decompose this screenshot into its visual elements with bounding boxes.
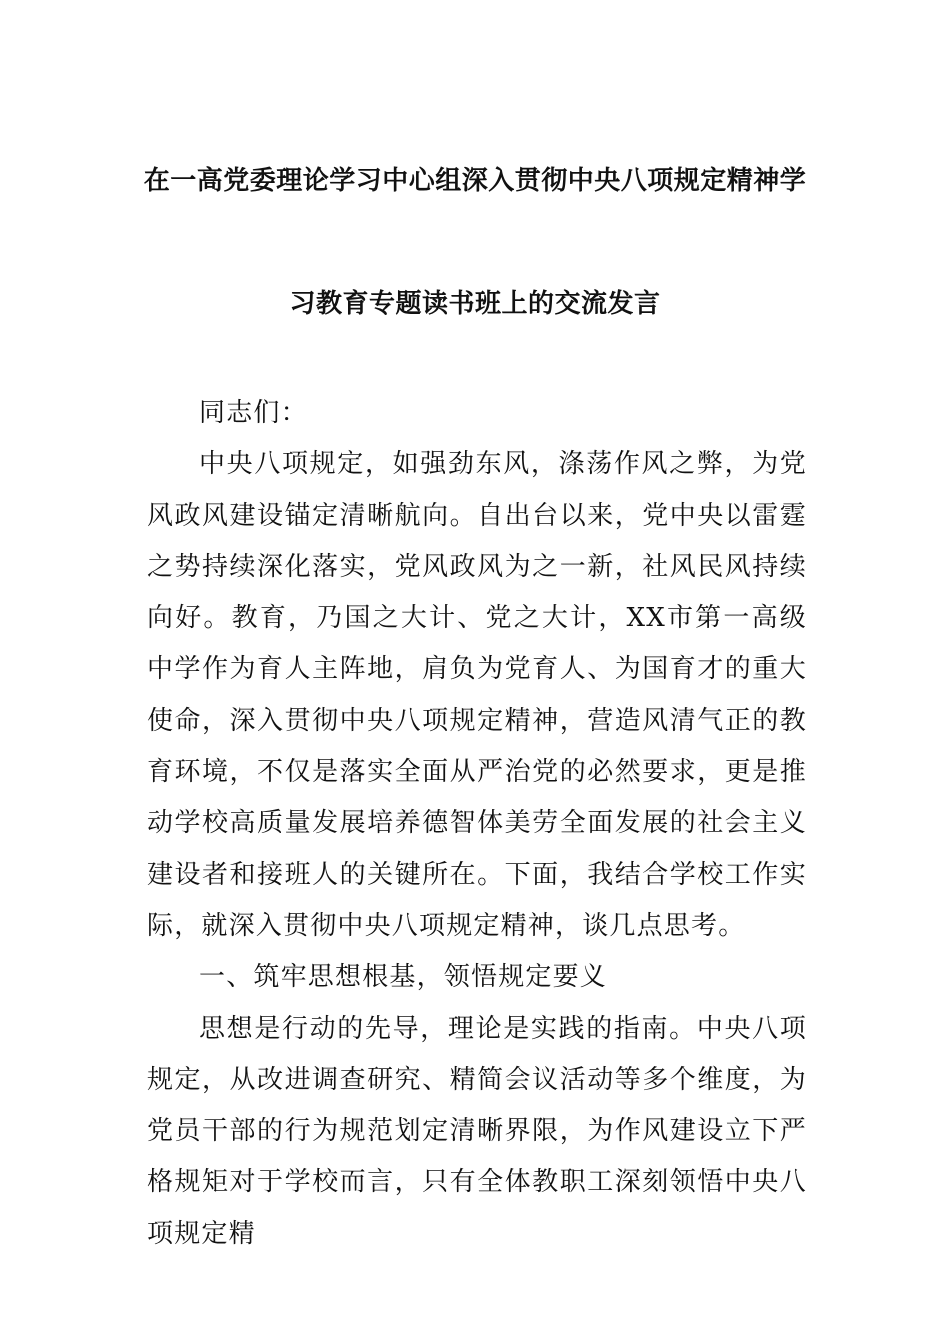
document-body (147, 388, 807, 1260)
section-heading-1: 一、筑牢思想根基，领悟规定要义 (199, 962, 608, 993)
paragraph-intro: 中央八项规定，如强劲东风，涤荡作风之弊，为党风政风建设锚定清晰航向。自出台以来，党中央以雷霆之势持续深化落实，党风政风为之一新，社风民风持续向好。教育，乃国之大计、党之大计，XX市第一高级中学作为育人主阵地，肩负为党育人、为国育才的重大使命，深入贯彻中央八项规定精神，营造风清气正的教育环境，不仅是落实全面从严治党的必然要求，更是推动学校高质量发展培养德智体美劳全面发展的社会主义建设者和接班人的关键所在。下面，我结合学校工作实际，就深入贯彻中央八项规定精神，谈几点思考。 (147, 449, 807, 941)
paragraph-section-1: 思想是行动的先导，理论是实践的指南。中央八项规定，从改进调查研究、精简会议活动等多个维度，为党员干部的行为规范划定清晰界限，为作风建设立下严格规矩对于学校而言，只有全体教职工深刻领悟中央八项规定精 (147, 1013, 807, 1249)
greeting: 同志们： (199, 398, 308, 428)
document-title-line-1: 在一高党委理论学习中心组深入贯彻中央八项规定精神学 (143, 166, 807, 196)
document-title-line-2: 习教育专题读书班上的交流发言 (289, 289, 661, 319)
